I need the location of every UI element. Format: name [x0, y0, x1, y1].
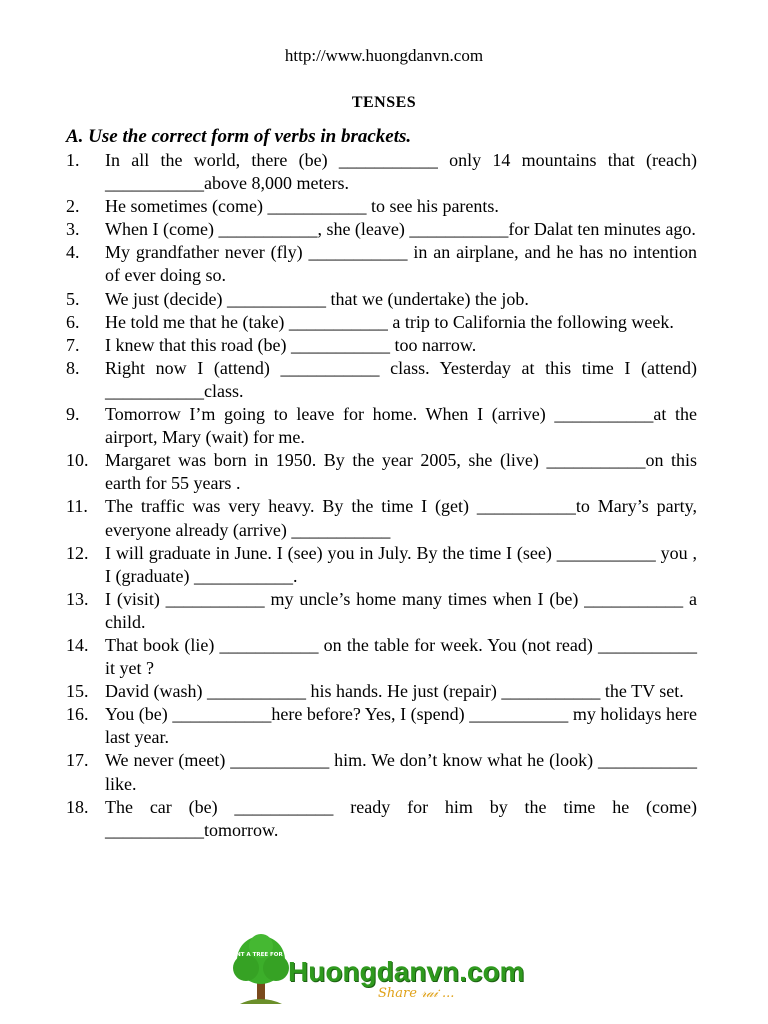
- exercise-text: Margaret was born in 1950. By the year 2005, she (live) ___________on this earth for 55 years .: [105, 450, 697, 494]
- exercise-text: The car (be) ___________ ready for him by the time he (come) ___________tomorrow.: [105, 796, 697, 840]
- page-title: TENSES: [351, 94, 417, 111]
- exercise-text: He sometimes (come) ___________ to see his parents.: [105, 196, 499, 217]
- brand-name: Huongdanvn.com: [288, 956, 525, 987]
- exercise-text: We just (decide) ___________ that we (undertake) the job.: [105, 288, 529, 309]
- tree-text: PLANT A TREE FOR LIFE: [224, 952, 298, 958]
- exercise-item: [0, 749, 697, 795]
- exercise-text: He told me that he (take) ___________ a trip to California the following week.: [105, 311, 674, 332]
- exercise-number: 4.: [66, 242, 80, 263]
- exercise-item: [0, 195, 697, 218]
- exercise-number: 10.: [66, 450, 89, 471]
- exercise-text: In all the world, there (be) ___________ only 14 mountains that (reach) ___________above 8,000 meters.: [105, 150, 697, 194]
- instruction-heading: A. Use the correct form of verbs in brackets.: [66, 126, 412, 147]
- exercise-list: [0, 149, 697, 842]
- exercise-item: [0, 542, 697, 588]
- exercise-number: 7.: [66, 334, 80, 355]
- exercise-number: 2.: [66, 196, 80, 217]
- exercise-item: [0, 357, 697, 403]
- exercise-item: [0, 288, 697, 311]
- exercise-text: I knew that this road (be) ___________ too narrow.: [105, 334, 477, 355]
- page-url: http://www.huongdanvn.com: [284, 46, 484, 65]
- exercise-item: [0, 218, 697, 241]
- exercise-text: I (visit) ___________ my uncle’s home many times when I (be) ___________ a child.: [105, 588, 697, 632]
- exercise-item: [0, 403, 697, 449]
- exercise-text: The traffic was very heavy. By the time I (get) ___________to Mary’s party, everyone already (arrive) ___________: [105, 496, 697, 540]
- exercise-number: 16.: [66, 704, 89, 725]
- exercise-text: That book (lie) ___________ on the table for week. You (not read) ___________ it yet ?: [105, 634, 697, 679]
- exercise-item: [0, 241, 697, 287]
- exercise-item: [0, 796, 697, 842]
- exercise-text: My grandfather never (fly) ___________ in an airplane, and he has no intention of ever doing so.: [105, 242, 697, 286]
- exercise-item: [0, 449, 697, 495]
- exercise-number: 8.: [66, 357, 80, 378]
- exercise-number: 11.: [66, 496, 88, 517]
- exercise-item: [0, 680, 697, 703]
- exercise-text: When I (come) ___________, she (leave) ___________for Dalat ten minutes ago.: [105, 219, 696, 240]
- exercise-text: David (wash) ___________ his hands. He just (repair) ___________ the TV set.: [105, 681, 684, 702]
- exercise-item: [0, 495, 697, 541]
- tree-icon: [224, 934, 298, 1006]
- exercise-number: 13.: [66, 588, 89, 609]
- brand-slogan: Share 𝓇𝒶𝒾 ...: [378, 986, 455, 1001]
- exercise-text: Right now I (attend) ___________ class. Yesterday at this time I (attend) ___________class.: [105, 357, 697, 401]
- exercise-item: [0, 588, 697, 634]
- exercise-number: 1.: [66, 150, 80, 170]
- exercise-text: Tomorrow I’m going to leave for home. When I (arrive) ___________at the airport, Mary (wait) for me.: [105, 404, 697, 448]
- exercise-number: 12.: [66, 542, 89, 563]
- exercise-number: 3.: [66, 219, 80, 240]
- exercise-number: 14.: [66, 634, 89, 655]
- exercise-number: 17.: [66, 750, 89, 771]
- exercise-item: [0, 311, 697, 334]
- exercise-number: 18.: [66, 796, 89, 817]
- exercise-text: I will graduate in June. I (see) you in July. By the time I (see) ___________ you , I (graduate) ___________.: [105, 542, 697, 586]
- exercise-item: [0, 703, 697, 749]
- exercise-number: 15.: [66, 681, 89, 702]
- exercise-number: 9.: [66, 404, 80, 425]
- footer-logo: [224, 934, 550, 1006]
- exercise-item: [0, 149, 697, 195]
- exercise-text: You (be) ___________here before? Yes, I (spend) ___________ my holidays here last year.: [105, 704, 697, 748]
- exercise-number: 5.: [66, 288, 80, 309]
- exercise-number: 6.: [66, 311, 80, 332]
- exercise-item: [0, 334, 697, 357]
- exercise-item: [0, 634, 697, 680]
- exercise-text: We never (meet) ___________ him. We don’t know what he (look) ___________ like.: [105, 750, 697, 794]
